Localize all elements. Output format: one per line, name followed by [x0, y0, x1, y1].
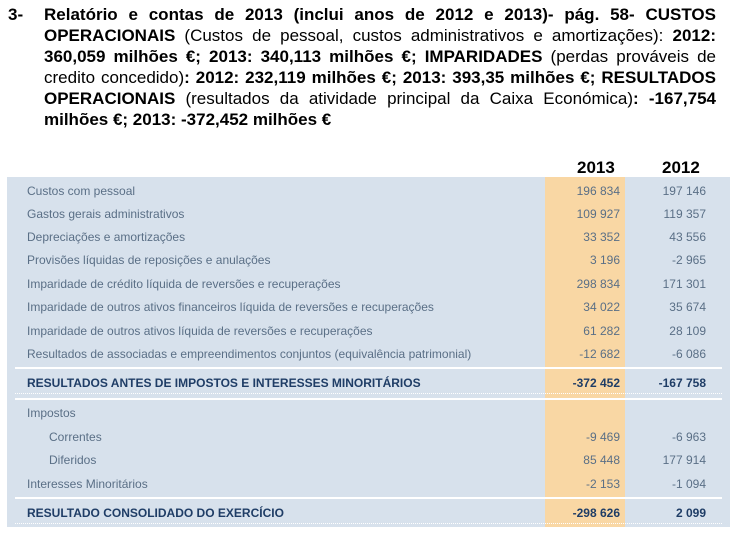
- year-header-2013: 2013: [577, 158, 615, 177]
- row-value-2012: 28 109: [669, 324, 706, 338]
- heading-part-6: (resultados da atividade principal da Caixa Económica): [175, 89, 634, 108]
- row-label: Diferidos: [49, 453, 97, 467]
- row-value-2012: -6 963: [671, 430, 706, 444]
- financial-table: [7, 177, 730, 527]
- item-number: 3-: [8, 5, 24, 24]
- row-label: RESULTADOS ANTES DE IMPOSTOS E INTERESSES MINORITÁRIOS: [27, 376, 421, 390]
- row-value-2012: 177 914: [662, 453, 706, 467]
- row-label: Provisões líquidas de reposições e anulações: [27, 253, 271, 267]
- row-label: Impostos: [27, 406, 76, 420]
- heading-part-7: : -167,754 milhões €; 2013: -372,452 milhões €: [44, 89, 716, 129]
- row-separator: [15, 367, 722, 369]
- row-value-2013: -2 153: [585, 477, 620, 491]
- row-label: Resultados de associadas e empreendimentos conjuntos (equivalência patrimonial): [27, 347, 472, 361]
- row-value-2012: 119 357: [663, 207, 706, 221]
- row-value-2013: 34 022: [583, 300, 620, 314]
- row-value-2013: -298 626: [572, 506, 620, 520]
- row-label: Custos com pessoal: [27, 184, 136, 198]
- row-value-2012: -2 965: [671, 253, 706, 267]
- row-value-2012: 2 099: [675, 506, 706, 520]
- table-row: [7, 403, 730, 425]
- table-row: [7, 227, 730, 249]
- row-value-2012: -167 758: [658, 376, 706, 390]
- dotted-separator: [15, 393, 722, 394]
- heading-part-1: Relatório e contas de 2013 (inclui anos de 2012 e 2013)- pág. 58- CUSTOS OPERACIONAIS: [44, 5, 716, 45]
- heading-part-3: 2012: 360,059 milhões €; 2013: 340,113 milhões €; IMPARIDADES: [44, 26, 716, 66]
- row-label: Imparidade de outros ativos líquida de reversões e recuperações: [27, 324, 373, 338]
- table-row: [7, 427, 730, 449]
- table-row: [7, 474, 730, 496]
- row-value-2012: -1 094: [671, 477, 706, 491]
- table-row: [7, 297, 730, 319]
- row-label: Gastos gerais administrativos: [27, 207, 185, 221]
- row-label: Correntes: [49, 430, 102, 444]
- row-value-2013: 85 448: [583, 453, 620, 467]
- row-value-2013: 298 834: [576, 277, 620, 291]
- table-row: [7, 344, 730, 366]
- heading-part-2: (Custos de pessoal, custos administrativos e amortizações):: [175, 26, 673, 45]
- row-value-2013: 109 927: [576, 207, 620, 221]
- row-separator: [15, 497, 722, 499]
- table-row: [7, 373, 730, 395]
- row-label: Imparidade de outros ativos financeiros líquida de reversões e recuperações: [27, 300, 434, 314]
- heading-part-4: (perdas prováveis de credito concedido): [44, 47, 716, 87]
- row-value-2013: 61 282: [583, 324, 620, 338]
- row-value-2012: 171 301: [662, 277, 706, 291]
- row-value-2012: -6 086: [671, 347, 706, 361]
- table-row: [7, 274, 730, 296]
- row-value-2013: 3 196: [589, 253, 620, 267]
- row-value-2013: -372 452: [572, 376, 620, 390]
- row-value-2013: -12 682: [579, 347, 620, 361]
- row-label: Interesses Minoritários: [27, 477, 148, 491]
- table-row: [7, 250, 730, 272]
- row-value-2012: 197 146: [662, 184, 706, 198]
- row-label: Imparidade de crédito líquida de reversões e recuperações: [27, 277, 341, 291]
- row-value-2012: 43 556: [669, 230, 706, 244]
- row-label: RESULTADO CONSOLIDADO DO EXERCÍCIO: [27, 506, 284, 520]
- row-value-2013: 33 352: [583, 230, 620, 244]
- table-row: [7, 204, 730, 226]
- year-header-2012: 2012: [662, 158, 700, 177]
- dotted-separator: [15, 523, 722, 524]
- row-value-2013: 196 834: [576, 184, 620, 198]
- table-row: [7, 503, 730, 525]
- row-value-2013: -9 469: [585, 430, 620, 444]
- heading-paragraph: [44, 4, 716, 130]
- row-separator: [15, 398, 722, 400]
- row-label: Depreciações e amortizações: [27, 230, 186, 244]
- table-row: [7, 181, 730, 203]
- heading-part-5: : 2012: 232,119 milhões €; 2013: 393,35 milhões €; RESULTADOS OPERACIONAIS: [44, 68, 716, 108]
- table-row: [7, 321, 730, 343]
- table-row: [7, 450, 730, 472]
- row-value-2012: 35 674: [669, 300, 706, 314]
